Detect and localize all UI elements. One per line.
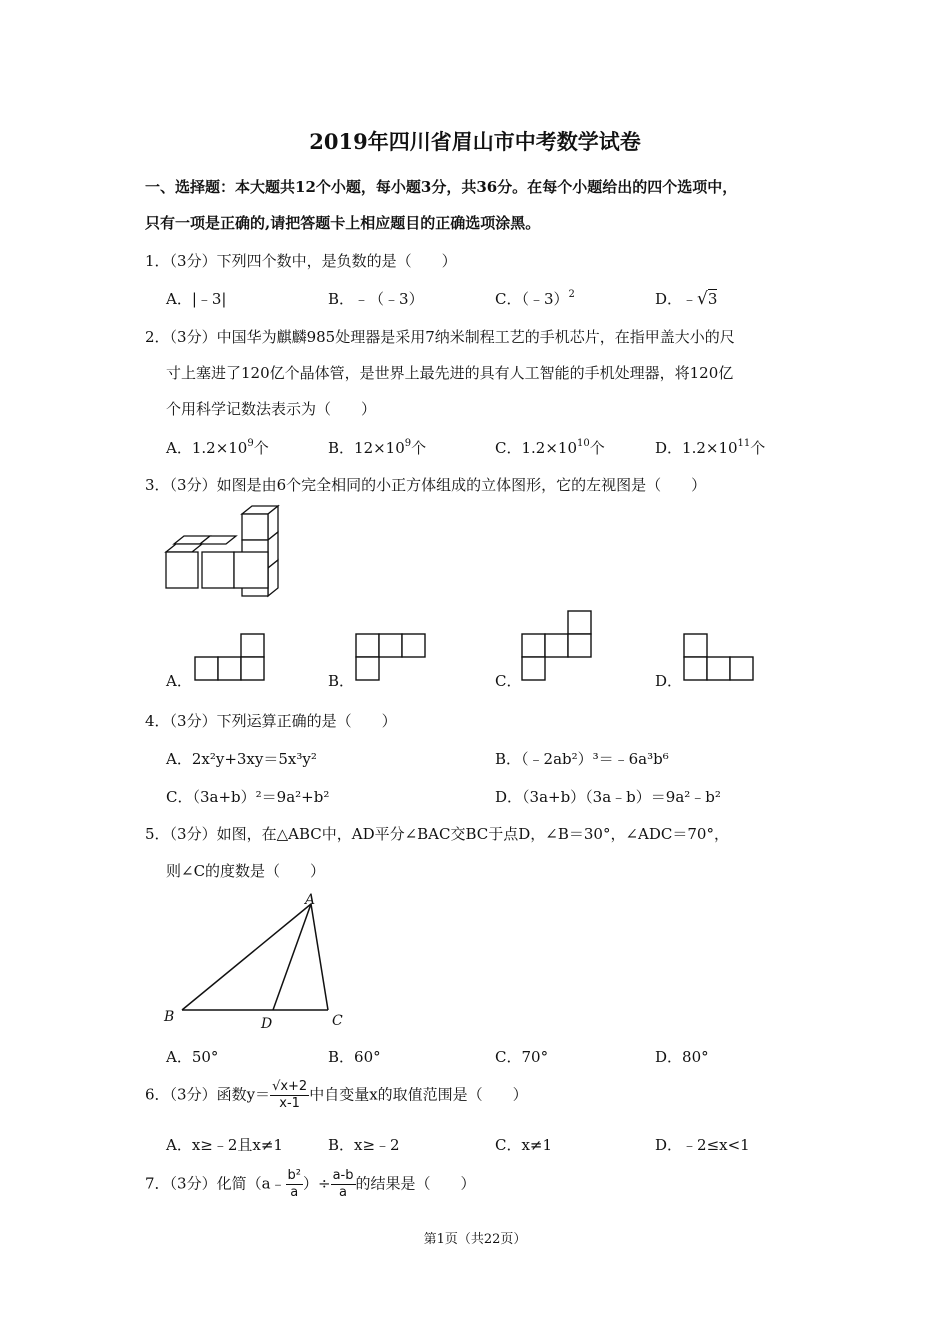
q4-option-a: A．2x²y+3xy＝5x³y² <box>166 750 317 768</box>
page-footer: 第1页（共22页） <box>423 1232 527 1247</box>
q1-option-d <box>655 288 717 309</box>
q2-b-unit: 个 <box>411 439 427 457</box>
q2-d-unit: 个 <box>750 439 766 457</box>
q7-fraction-2-denominator: a <box>339 1185 348 1200</box>
radical-sign: √ <box>697 289 708 309</box>
q7-stem-mid: ）÷ <box>303 1174 331 1193</box>
q7-stem-pre: 7．（3分）化简（a﹣ <box>145 1174 286 1193</box>
q6-stem <box>145 1079 528 1112</box>
q2-b-text: B．12×10 <box>328 439 405 457</box>
q6-fraction-numerator: √x+2 <box>272 1079 308 1094</box>
section-heading-line1: 一、选择题：本大题共12个小题，每小题3分，共36分。在每个小题给出的四个选项中， <box>145 178 738 196</box>
q6-fraction <box>270 1079 309 1112</box>
q3-option-a-figure <box>194 633 266 681</box>
q5-option-c: C．70° <box>495 1048 549 1066</box>
q2-b-exp: 9 <box>404 438 412 449</box>
q2-c-unit: 个 <box>589 439 605 457</box>
q3-option-d-label: D． <box>655 672 683 690</box>
q7-stem <box>145 1168 476 1201</box>
q4-option-d: D．（3a+b）（3a﹣b）＝9a²﹣b² <box>495 788 721 806</box>
q3-cube-figure <box>160 500 290 595</box>
page-title: 2019年四川省眉山市中考数学试卷 <box>309 129 641 154</box>
q6-stem-post: 中自变量x的取值范围是（ ） <box>309 1085 528 1104</box>
q2-a-exp: 9 <box>247 438 254 449</box>
q2-d-exp: 11 <box>737 438 751 449</box>
q7-fraction-1 <box>286 1168 303 1201</box>
vertex-label-c: C <box>332 1013 343 1029</box>
section-heading-line2: 只有一项是正确的,请把答题卡上相应题目的正确选项涂黑。 <box>145 214 541 232</box>
vertex-label-a: A <box>305 892 316 908</box>
q2-line2: 寸上塞进了120亿个晶体管，是世界上最先进的具有人工智能的手机处理器，将120亿 <box>166 364 734 382</box>
q1-option-b: B．﹣（﹣3） <box>328 290 424 308</box>
q2-line3: 个用科学记数法表示为（ ） <box>166 400 377 418</box>
q3-option-c-label: C． <box>495 672 522 690</box>
q2-a-unit: 个 <box>253 439 269 457</box>
q4-option-b: B．（﹣2ab²）³＝﹣6a³b⁶ <box>495 750 669 768</box>
q2-option-c <box>495 437 605 458</box>
q6-option-b: B．x≥﹣2 <box>328 1136 400 1154</box>
q1-option-c <box>495 288 575 309</box>
q2-option-a <box>166 437 269 458</box>
q5-triangle-figure <box>160 890 360 1035</box>
q2-c-exp: 10 <box>577 438 590 449</box>
q2-line1: 2．（3分）中国华为麒麟985处理器是采用7纳米制程工艺的手机芯片，在指甲盖大小的尺 <box>145 328 735 346</box>
q1-option-c-text: C．（﹣3） <box>495 290 569 308</box>
q2-option-b <box>328 437 426 458</box>
q6-stem-pre: 6．（3分）函数y＝ <box>145 1085 271 1104</box>
q7-fraction-2-numerator: a-b <box>332 1168 354 1183</box>
q3-option-b-label: B． <box>328 672 355 690</box>
q3-stem: 3．（3分）如图是由6个完全相同的小正方体组成的立体图形，它的左视图是（ ） <box>145 476 707 494</box>
q2-a-text: A．1.2×10 <box>166 439 248 457</box>
q1-option-d-text: D．﹣ <box>655 290 698 308</box>
vertex-label-d: D <box>261 1016 273 1032</box>
q5-option-b: B．60° <box>328 1048 381 1066</box>
q2-d-text: D．1.2×10 <box>655 439 738 457</box>
q2-option-d <box>655 437 765 458</box>
q3-option-d-figure <box>683 633 755 681</box>
vertex-label-b: B <box>164 1009 175 1025</box>
q4-stem: 4．（3分）下列运算正确的是（ ） <box>145 712 397 730</box>
q1-option-c-exp: 2 <box>568 289 575 300</box>
q6-fraction-denominator: x-1 <box>279 1096 300 1111</box>
q4-option-c: C．（3a+b）²＝9a²+b² <box>166 788 330 806</box>
q3-option-a-label: A． <box>166 672 192 690</box>
q5-line1: 5．（3分）如图，在△ABC中，AD平分∠BAC交BC于点D，∠B＝30°，∠ADC＝70°， <box>145 825 729 843</box>
q5-option-a: A．50° <box>166 1048 219 1066</box>
q3-option-c-figure <box>521 610 593 682</box>
q5-line2: 则∠C的度数是（ ） <box>166 862 326 880</box>
q2-c-text: C．1.2×10 <box>495 439 577 457</box>
q6-option-d: D．﹣2≤x<1 <box>655 1136 750 1154</box>
q1-option-d-radicand: 3 <box>707 290 718 308</box>
q6-option-c: C．x≠1 <box>495 1136 553 1154</box>
q1-option-a: A．|﹣3| <box>166 290 227 308</box>
q6-option-a: A．x≥﹣2且x≠1 <box>166 1136 283 1154</box>
q7-fraction-2 <box>331 1168 356 1201</box>
q5-option-d: D．80° <box>655 1048 709 1066</box>
q1-stem: 1．（3分）下列四个数中，是负数的是（ ） <box>145 252 457 270</box>
q7-stem-post: 的结果是（ ） <box>355 1174 476 1193</box>
q7-fraction-1-numerator: b² <box>287 1168 301 1183</box>
q3-option-b-figure <box>355 633 427 681</box>
q7-fraction-1-denominator: a <box>290 1185 299 1200</box>
